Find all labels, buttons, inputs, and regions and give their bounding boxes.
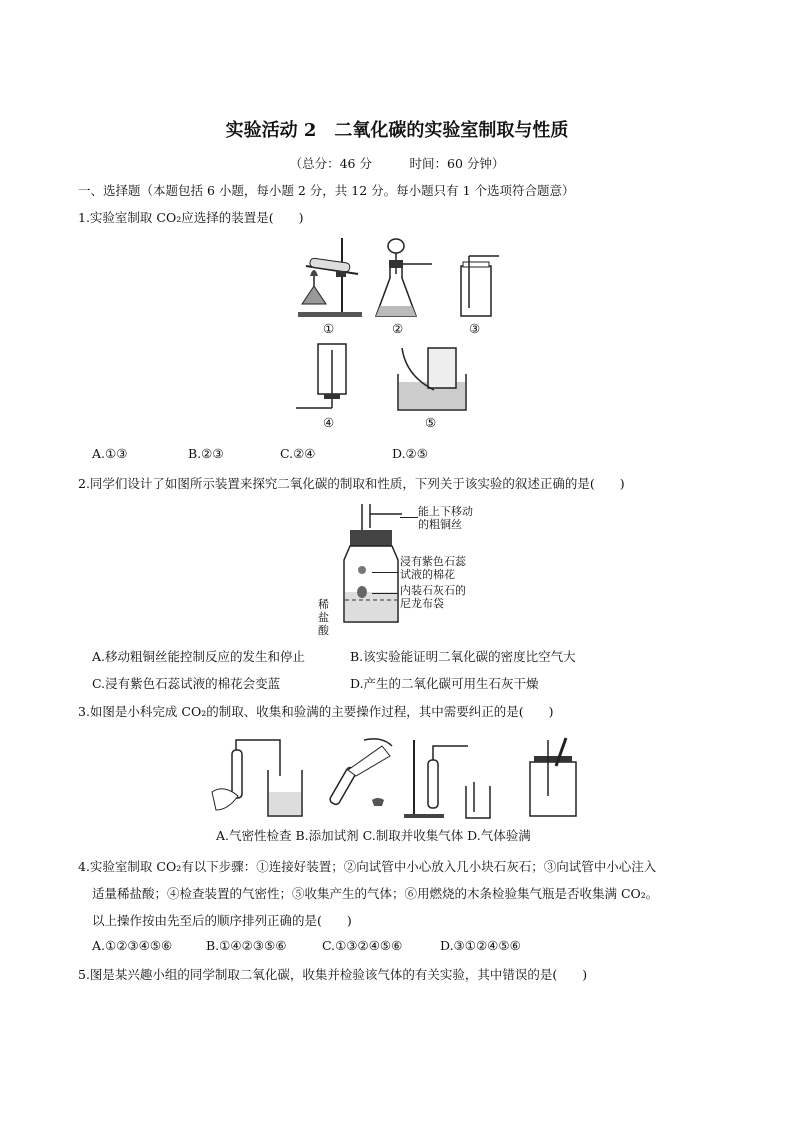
exam-meta: （总分：46 分 时间：60 分钟） — [289, 156, 505, 171]
q2-apparatus-figure — [342, 500, 408, 628]
q4-stem-line-2: 适量稀盐酸；④检查装置的气密性；⑤收集产生的气体；⑥用燃烧的木条检验集气瓶是否收集满 CO₂。 — [92, 886, 659, 901]
q3-figure-b — [312, 736, 396, 820]
apparatus-4-label: ④ — [323, 415, 335, 430]
apparatus-3-figure — [455, 252, 501, 320]
q4-option-a[interactable]: A.①②③④⑤⑥ — [92, 938, 173, 953]
apparatus-2-label: ② — [392, 321, 404, 336]
q5-stem: 5.图是某兴趣小组的同学制取二氧化碳，收集并检验该气体的有关实验，其中错误的是( ) — [78, 967, 588, 982]
q2-option-d[interactable]: D.产生的二氧化碳可用生石灰干燥 — [350, 676, 539, 691]
callout-cotton-2: 试液的棉花 — [400, 568, 455, 581]
q2-option-c[interactable]: C.浸有紫色石蕊试液的棉花会变蓝 — [92, 676, 281, 691]
callout-wire-2: 的粗铜丝 — [418, 518, 462, 531]
apparatus-1-label: ① — [323, 321, 335, 336]
q2-option-a[interactable]: A.移动粗铜丝能控制反应的发生和停止 — [92, 649, 306, 664]
callout-acid-1: 稀 — [318, 598, 329, 611]
q1-stem: 1.实验室制取 CO₂应选择的装置是( ) — [78, 210, 304, 225]
callout-line-2 — [372, 572, 398, 573]
q1-option-a[interactable]: A.①③ — [92, 446, 128, 461]
q2-option-b[interactable]: B.该实验能证明二氧化碳的密度比空气大 — [350, 649, 576, 664]
q4-option-d[interactable]: D.③①②④⑤⑥ — [440, 938, 521, 953]
callout-cotton-1: 浸有紫色石蕊 — [400, 555, 466, 568]
callout-line-3 — [372, 593, 398, 594]
apparatus-3-label: ③ — [469, 321, 481, 336]
apparatus-5-figure — [394, 346, 470, 414]
apparatus-5-label: ⑤ — [425, 415, 437, 430]
q3-figure-d — [520, 736, 586, 820]
callout-line-1 — [400, 517, 418, 518]
q1-option-d[interactable]: D.②⑤ — [392, 446, 428, 461]
q1-option-b[interactable]: B.②③ — [188, 446, 224, 461]
callout-acid-3: 酸 — [318, 624, 329, 637]
q4-option-b[interactable]: B.①④②③⑤⑥ — [206, 938, 287, 953]
callout-bag-2: 尼龙布袋 — [400, 597, 444, 610]
callout-bag-1: 内装石灰石的 — [400, 584, 466, 597]
apparatus-4-figure — [292, 342, 354, 414]
q3-figure-a — [208, 736, 308, 820]
q1-option-c[interactable]: C.②④ — [280, 446, 316, 461]
section-heading: 一、选择题（本题包括 6 小题，每小题 2 分，共 12 分。每小题只有 1 个选项符合题意） — [78, 183, 575, 198]
apparatus-2-figure — [372, 238, 434, 320]
q2-stem: 2.同学们设计了如图所示装置来探究二氧化碳的制取和性质，下列关于该实验的叙述正确的是( ) — [78, 476, 625, 491]
q4-stem-line-3: 以上操作按由先至后的顺序排列正确的是( ) — [92, 913, 352, 928]
q3-stem: 3.如图是小科完成 CO₂的制取、收集和验满的主要操作过程，其中需要纠正的是( ) — [78, 704, 554, 719]
q4-stem-line-1: 4.实验室制取 CO₂有以下步骤：①连接好装置；②向试管中小心放入几小块石灰石；③向试管中小心注入 — [78, 859, 657, 874]
apparatus-1-figure — [296, 234, 376, 320]
callout-acid-2: 盐 — [318, 611, 329, 624]
q3-figure-captions: A.气密性检查 B.添加试剂 C.制取并收集气体 D.气体验满 — [216, 828, 531, 843]
callout-wire-1: 能上下移动 — [418, 505, 473, 518]
q3-figure-c — [400, 736, 496, 820]
page-title: 实验活动 2 二氧化碳的实验室制取与性质 — [225, 120, 569, 141]
q4-option-c[interactable]: C.①③②④⑤⑥ — [322, 938, 403, 953]
